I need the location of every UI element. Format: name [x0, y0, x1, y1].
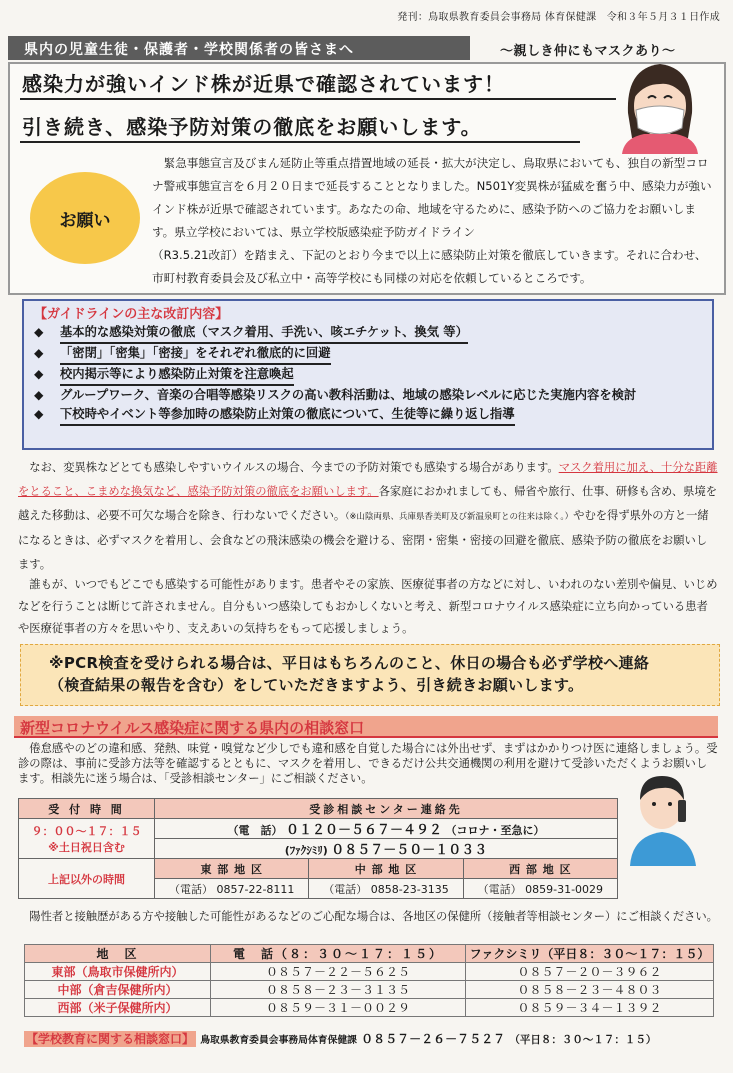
center-fax[interactable]: (ﾌｧｸｼﾐﾘ) ０８５７－５０－１０３３ [155, 839, 618, 859]
consult-center-table [18, 798, 618, 899]
guideline-item: ◆ 基本的な感染対策の徹底（マスク着用、手洗い、咳エチケット、換気 等） [34, 323, 702, 344]
diamond-bullet-icon: ◆ [34, 346, 44, 360]
table-row: 中部（倉吉保健所内） ０８５８－２３－３１３５ ０８５８－２３－４８０３ [25, 981, 714, 999]
table-row: 西部（米子保健所内） ０８５９－３１－００２９ ０８５９－３４－１３９２ [25, 999, 714, 1017]
diamond-bullet-icon: ◆ [34, 388, 44, 402]
region-west-header: 西 部 地 区 [463, 859, 617, 879]
consult-section-title: 新型コロナウイルス感染症に関する県内の相談窓口 [14, 716, 718, 738]
school-consult-line [24, 1030, 714, 1047]
diamond-bullet-icon: ◆ [34, 407, 44, 421]
anti-discrimination-paragraph: 誰もが、いつでもどこでも感染する可能性があります。患者やその家族、医療従事者の方などに対し、いわれのない差別や偏見、いじめなどを行うことは断じて許されません。自分もいつ感染してもおかしくないと考え、新型コロナウイルス感染症に立ち向かっている患者や医療従事者の方々を思いやり、支えあいの気持ちをもって応援しましょう。 [18, 578, 718, 635]
school-consult-phone[interactable]: ０８５７－２６－７５２７ [361, 1032, 506, 1046]
headline-2: 引き続き、感染予防対策の徹底をお願いします。 [22, 115, 482, 139]
region-central-phone[interactable]: （電話） 0858-23-3135 [309, 879, 463, 899]
guideline-title: 【ガイドラインの主な改訂内容】 [34, 307, 229, 322]
guideline-item: ◆ グループワーク、音楽の合唱等感染リスクの高い教科活動は、地域の感染レベルに応じた実施内容を検討 [34, 386, 702, 405]
consult-instructions: 倦怠感やのどの違和感、発熱、味覚・嗅覚など少しでも違和感を自覚した場合には外出せず、まずはかかりつけ医に連絡しましょう。受診の際は、事前に受診方法等を確認するとともに、マスクを着用し、できるだけ公共交通機関の利用を避けて受診いただくようお願いします。相談先に迷う場合は、「受診相談センター」にご相談ください。 [18, 742, 718, 785]
headline-1-underline [20, 98, 616, 100]
tel-header: 電 話（８：３０～１７：１５） [211, 945, 466, 963]
phone-caller-illustration [626, 770, 700, 866]
highlighted-request: マスク着用に加え、十分な距離をとること、こまめな換気など、感染予防対策の徹底をお願いします。 [18, 461, 718, 498]
pcr-notice: ※PCR検査を受けられる場合は、平日はもちろんのこと、休日の場合も必ず学校へ連絡 （検査結果の報告を含む）をしていただきますよう、引き続きお願いします。 [20, 644, 720, 706]
area-header: 地 区 [25, 945, 211, 963]
headline-2-underline [20, 141, 580, 143]
masked-person-illustration [618, 58, 702, 154]
school-consult-hours: （平日８：３０～１７：１５） [509, 1034, 657, 1046]
school-consult-org: 鳥取県教育委員会事務局体育保健課 [200, 1035, 357, 1046]
hours-header: 受 付 時 間 [19, 799, 155, 819]
region-west-phone[interactable]: （電話） 0859-31-0029 [463, 879, 617, 899]
table-row: 東部（鳥取市保健所内） ０８５７－２２－５６２５ ０８５７－２０－３９６２ [25, 963, 714, 981]
region-east-phone[interactable]: （電話） 0857-22-8111 [155, 879, 309, 899]
school-consult-label: 【学校教育に関する相談窓口】 [26, 1032, 195, 1046]
diamond-bullet-icon: ◆ [34, 367, 44, 381]
health-center-table [24, 944, 714, 1017]
guideline-item: ◆ 下校時やイベント等参加時の感染防止対策の徹底について、生徒等に繰り返し指導 [34, 405, 702, 426]
guideline-item: ◆ 「密閉」「密集」「密接」をそれぞれ徹底的に回避 [34, 344, 702, 365]
intro-paragraph-continued: （R3.5.21改訂）を踏まえ、下記のとおり今まで以上に感染防止対策を徹底していきます。それに合わせ、市町村教育委員会及び私立中・高等学校にも同様の対応を依頼しているところです。 [152, 248, 707, 285]
variant-warning-paragraph: なお、変異株などとても感染しやすいウイルスの場合、今までの予防対策でも感染する場合があります。マスク着用に加え、十分な距離をとること、こまめな換気など、感染予防対策の徹底をお願いします。各家庭におかれましても、帰省や旅行、仕事、研修も含め、県境を越えた移動は、必要不可欠な場合を除き、行わないでください。（※山陰両県、兵庫県香美町及び新温泉町との往来は除く。）やむを得ず県外の方と一緒になるときは、必ずマスクを着用し、会食などの飛沫感染の機会を避ける、密閉・密集・密接の回避を徹底、感染予防の徹底をお願いします。 [18, 461, 718, 571]
reception-hours: ９：００～１７：１５ ※土日祝日含む [19, 819, 155, 859]
guideline-item: ◆ 校内掲示等により感染防止対策を注意喚起 [34, 365, 702, 386]
region-east-header: 東 部 地 区 [155, 859, 309, 879]
audience-banner: 県内の児童生徒・保護者・学校関係者の皆さまへ [8, 36, 470, 60]
health-center-note: 陽性者と接触歴がある方や接触した可能性があるなどのご心配な場合は、各地区の保健所（接触者等相談センター）にご相談ください。 [29, 910, 718, 923]
diamond-bullet-icon: ◆ [34, 325, 44, 339]
region-central-header: 中 部 地 区 [309, 859, 463, 879]
exception-note: （※山陰両県、兵庫県香美町及び新温泉町との往来は除く。） [345, 512, 574, 522]
center-header: 受診相談センター連絡先 [155, 799, 618, 819]
center-phone[interactable]: （電 話） ０１２０－５６７－４９２ （コロナ・至急に） [155, 819, 618, 839]
onegai-badge: お願い [30, 172, 140, 264]
off-hours-label: 上記以外の時間 [19, 859, 155, 899]
slogan: ～親しき仲にもマスクあり～ [500, 44, 676, 59]
intro-paragraph: 緊急事態宣言及びまん延防止等重点措置地域の延長・拡大が決定し、鳥取県においても、独自の新型コロナ警戒事態宣言を６月２０日まで延長することとなりました。N501Y変異株が猛威を奮う中、感染力が強いインド株が近県で確認されています。あなたの命、地域を守るために、感染予防へのご協力をお願いします。県立学校においては、県立学校版感染症予防ガイドライン [152, 156, 712, 239]
guideline-box [22, 299, 714, 450]
issuer-line: 発刊：鳥取県教育委員会事務局 体育保健課 令和３年５月３１日作成 [397, 12, 720, 23]
headline-1: 感染力が強いインド株が近県で確認されています！ [22, 72, 505, 96]
fax-header: ファクシミリ（平日８：３０～１７：１５） [465, 945, 713, 963]
